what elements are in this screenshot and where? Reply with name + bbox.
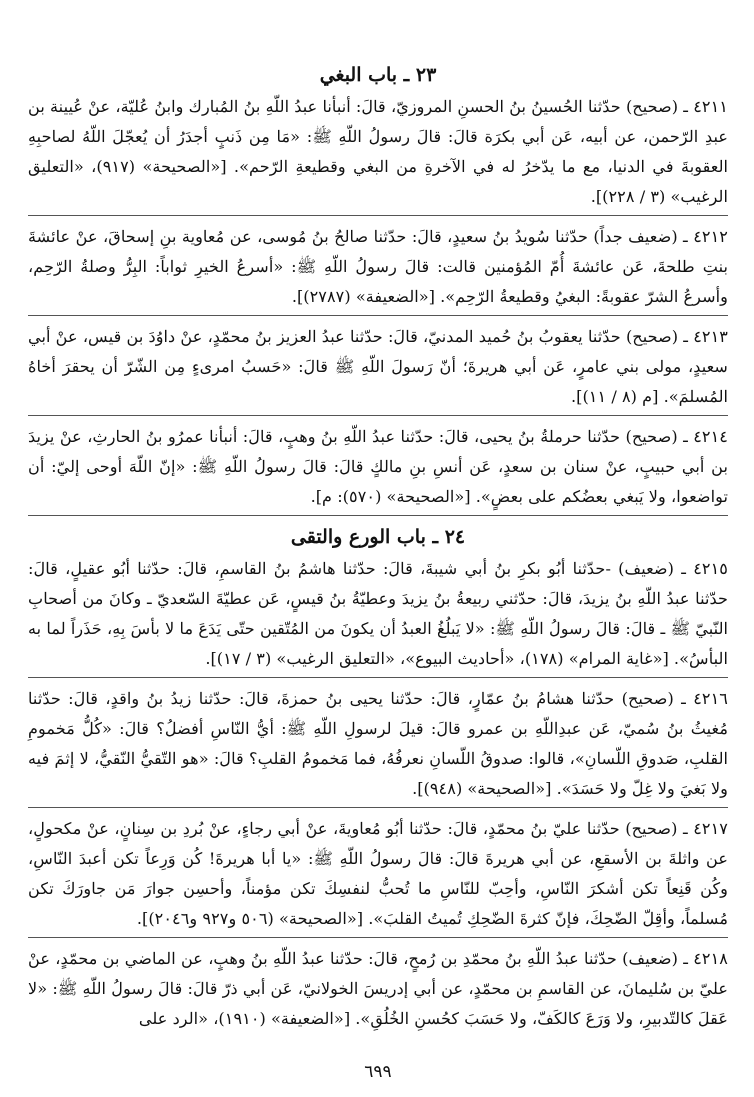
hadith-4213: ٤٢١٣ ـ (صحيح) حدّثنا يعقوبُ بنُ حُميد المدنيّ، قالَ: حدّثنا عبدُ العزيز بنُ محمّدٍ، عنْ داوُدَ بن قيس، عنْ أبي سعيدٍ، مولى بني عامرٍ، عَن أبي هريرةَ؛ أنّ رَسولَ اللّهِ ﷺ قالَ: «حَسبُ امرىءٍ مِن الشّرّ أن يحقرَ أخاهُ المُسلمَ». [م (٨ / ١١)]. bbox=[28, 322, 728, 416]
chapter-23-title: ٢٣ ـ باب البغي bbox=[319, 64, 437, 86]
hadith-4216: ٤٢١٦ ـ (صحيح) حدّثنا هشامُ بنُ عمّارٍ، قالَ: حدّثنا يحيى بنُ حمزةَ، قالَ: حدّثنا زيدُ بنُ واقدٍ، قالَ: حدّثنا مُغيثُ بنُ سُميّ، عَن عبدِاللّهِ بن عمرو قالَ: قيلَ لرسولِ اللّهِ ﷺ: أيُّ النّاسِ أفضلُ؟ قالَ: «كُلُّ مَخمومِ القلبِ، صَدوقِ اللّسانِ»، قالوا: صدوقُ اللّسانِ نعرفُهُ، فما مَخمومُ القلبِ؟ قالَ: «هو التّقيُّ النّقيُّ، لا إثمَ فيه ولا بَغيَ ولا غِلّ ولا حَسَدَ». [«الصحيحة» (٩٤٨)]. bbox=[28, 684, 728, 808]
hadith-4211: ٤٢١١ ـ (صحيح) حدّثنا الحُسينُ بنُ الحسنِ المروزيّ، قالَ: أنبأنا عبدُ اللّهِ بنُ المُبارك وابنُ عُليّة، عنْ عُيينة بن عبدِ الرّحمن، عن أبيه، عَن أبي بكرَة قالَ: قالَ رسولُ اللّهِ ﷺ: «مَا مِن ذَنبٍ أجدَرُ أن يُعجّلَ اللّهُ لصاحبِهِ العقوبةَ في الدنيا، مع ما يدّخرُ له في الآخرةِ من البغي وقطيعةِ الرّحم». [«الصحيحة» (٩١٧)، «التعليق الرغيب» (٣ / ٢٢٨)]. bbox=[28, 92, 728, 216]
document-page bbox=[28, 60, 728, 1082]
hadith-4212: ٤٢١٢ ـ (ضعيف جداً) حدّثنا سُويدُ بنُ سعيدٍ، قالَ: حدّثنا صالحُ بنُ مُوسى، عن مُعاوية بنِ إسحاقَ، عنْ عائشةَ بنتِ طلحةَ، عَن عائشةَ أُمّ المُؤمنين قالت: قالَ رسولُ اللّهِ ﷺ: «أسرعُ الخيرِ ثواباً: البِرُّ وصلةُ الرّحِم، وأسرعُ الشرّ عقوبةً: البغيُ وقطيعةُ الرّحِم». [«الضعيفة» (٢٧٨٧)]. bbox=[28, 222, 728, 316]
hadith-4215: ٤٢١٥ ـ (ضعيف) -حدّثنا أبُو بكرِ بنُ أبي شيبةَ، قالَ: حدّثنا هاشمُ بنُ القاسمِ، قالَ: حدّثنا أبُو عقيلٍ، قالَ: حدّثنا عبدُ اللّهِ بنُ يزيدَ، قالَ: حدّثني ربيعةُ بنُ يزيدَ وعطيّةُ بنُ قيسٍ، عَن عطيّةَ السّعديّ ـ وكانَ من أصحابِ النّبيّ ﷺ ـ قالَ: قالَ رسولُ اللّهِ ﷺ: «لا يَبلُغُ العبدُ أن يكونَ من المُتّقين حتّى يَدَعَ ما لا بأسَ بِهِ، حَذَراً لما به البأسُ». [«غاية المرام» (١٧٨)، «أحاديث البيوع»، «التعليق الرغيب» (٣ / ١٧)]. bbox=[28, 554, 728, 678]
hadith-4218: ٤٢١٨ ـ (ضعيف) حدّثنا عبدُ اللّهِ بنُ محمّدِ بن رُمحٍ، قالَ: حدّثنا عبدُ اللّهِ بنُ وهبٍ، عن الماضي بن محمّدٍ، عنْ عليّ بن سُليمانَ، عن القاسمِ بن محمّدٍ، عن أبي إدريسَ الخولانيّ، عَن أبي ذرّ قالَ: قالَ رسولُ اللّهِ ﷺ: «لا عَقلَ كالتّدبيرِ، ولا وَرَعَ كالكَفّ، ولا حَسَبَ كحُسنِ الخُلُقِ». [«الضعيفة» (١٩١٠)، «الرد على bbox=[28, 949, 728, 1028]
hadith-4217: ٤٢١٧ ـ (صحيح) حدّثنا عليّ بنُ محمّدٍ، قالَ: حدّثنا أبُو مُعاويةَ، عنْ أبي رجاءٍ، عنْ بُردِ بن سِنانٍ، عنْ مكحولٍ، عن واثلةَ بن الأسقعِ، عن أبي هريرةَ قالَ: قالَ رسولُ اللّهِ ﷺ: «يا أبا هريرةَ! كُن وَرِعاً تكن أعبدَ النّاسِ، وكُن قَنِعاً تكن أشكرَ النّاسِ، وأحِبّ للنّاسِ ما تُحبُّ لنفسِكَ تكن مؤمناً، وأحسِن جوارَ مَن جاورَكَ تكن مُسلماً، وأقِلّ الضّحِكَ، فإنّ كثرةَ الضّحِكِ تُميتُ القلبَ». [«الصحيحة» (٥٠٦ و٩٢٧ و٢٠٤٦)]. bbox=[28, 814, 728, 938]
chapter-24-title: ٢٤ ـ باب الورع والتقى bbox=[290, 526, 466, 548]
page-number: ٦٩٩ bbox=[364, 1062, 392, 1082]
hadith-4214: ٤٢١٤ ـ (صحيح) حدّثنا حرملةُ بنُ يحيى، قالَ: حدّثنا عبدُ اللّهِ بنُ وهبٍ، قالَ: أنبأنا عمرُو بنُ الحارثِ، عنْ يزيدَ بن أبي حبيبٍ، عنْ سنان بن سعدٍ، عَن أنسِ بنِ مالكٍ قالَ: قالَ رسولُ اللّهِ ﷺ: «إنّ اللّهَ أوحى إليّ: أن تواضعوا، ولا يَبغي بعضُكم على بعضٍ». [«الصحيحة» (٥٧٠): م]. bbox=[28, 422, 728, 516]
